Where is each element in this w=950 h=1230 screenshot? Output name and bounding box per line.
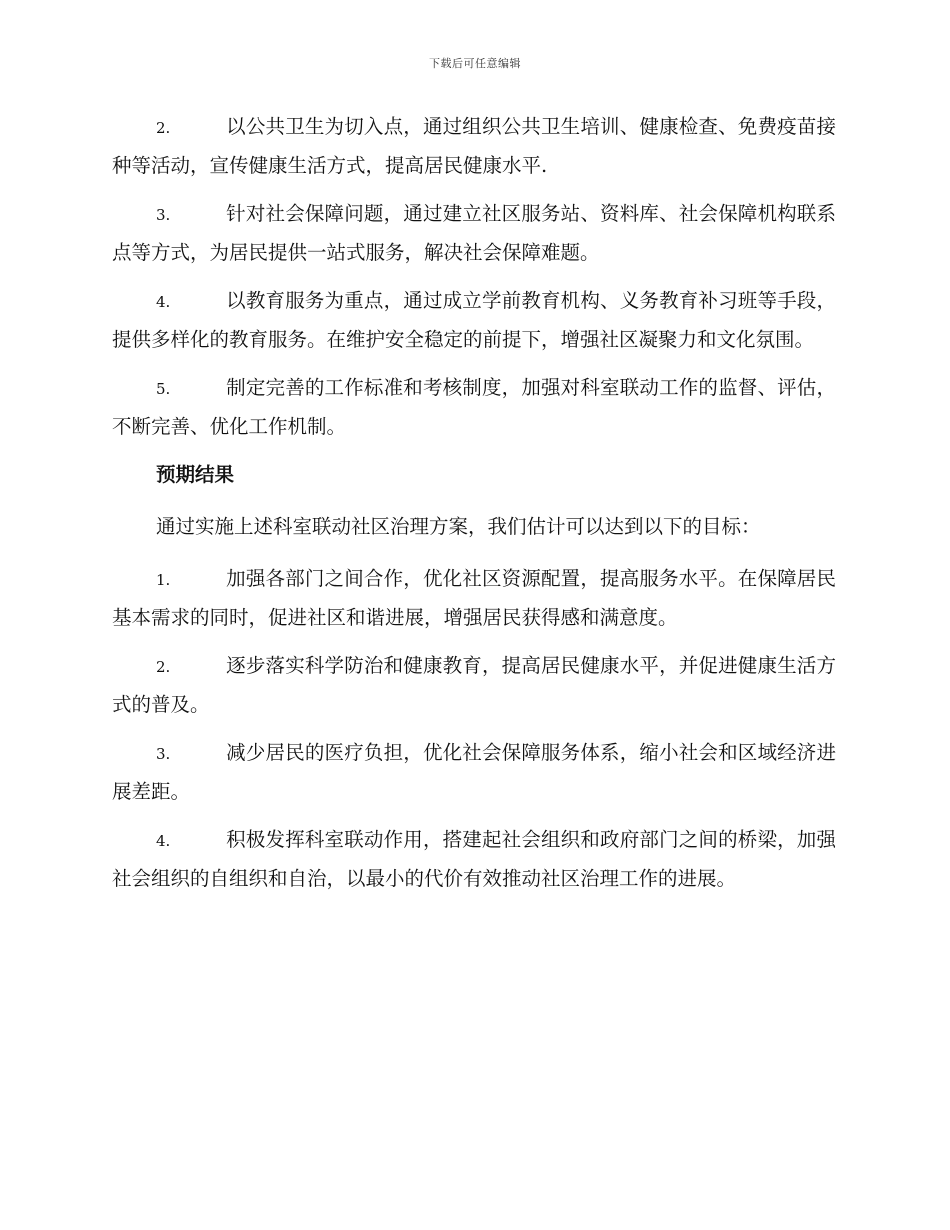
section-intro: 通过实施上述科室联动社区治理方案，我们估计可以达到以下的目标： <box>156 515 761 538</box>
list-item-number: 3. <box>156 206 171 224</box>
section-heading: 预期结果 <box>156 463 235 486</box>
list-item <box>112 647 836 724</box>
list-item <box>112 734 836 811</box>
list-item <box>112 282 836 359</box>
list-item <box>112 560 836 637</box>
list-item-text: 加强各部门之间合作，优化社区资源配置，提高服务水平。在保障居民基本需求的同时，促进社区和谐进展，增强居民获得感和满意度。 <box>112 567 836 629</box>
list-item-number: 4. <box>156 293 171 311</box>
document-body <box>112 108 836 908</box>
list-item-text: 以教育服务为重点，通过成立学前教育机构、义务教育补习班等手段，提供多样化的教育服务。在维护安全稳定的前提下，增强社区凝聚力和文化氛围。 <box>112 289 836 351</box>
list-item <box>112 369 836 446</box>
list-item-text: 减少居民的医疗负担，优化社会保障服务体系，缩小社会和区域经济进展差距。 <box>112 741 836 803</box>
list-item-number: 4. <box>156 832 171 850</box>
list-item <box>112 821 836 898</box>
list-item-text: 制定完善的工作标准和考核制度，加强对科室联动工作的监督、评估，不断完善、优化工作机制。 <box>112 376 836 438</box>
list-item <box>112 195 836 272</box>
list-item-text: 以公共卫生为切入点，通过组织公共卫生培训、健康检查、免费疫苗接种等活动，宣传健康生活方式，提高居民健康水平. <box>112 115 836 177</box>
list-item-text: 针对社会保障问题，通过建立社区服务站、资料库、社会保障机构联系点等方式，为居民提供一站式服务，解决社会保障难题。 <box>112 202 836 264</box>
list-item-text: 积极发挥科室联动作用，搭建起社会组织和政府部门之间的桥梁，加强社会组织的自组织和自治，以最小的代价有效推动社区治理工作的进展。 <box>112 828 836 890</box>
list-item-number: 2. <box>156 119 171 137</box>
list-item-number: 1. <box>156 571 171 589</box>
list-item <box>112 108 836 185</box>
list-item-number: 5. <box>156 380 171 398</box>
list-item-number: 2. <box>156 658 171 676</box>
list-item-number: 3. <box>156 745 171 763</box>
list-item-text: 逐步落实科学防治和健康教育，提高居民健康水平，并促进健康生活方式的普及。 <box>112 654 836 716</box>
page-header: 下载后可任意编辑 <box>429 57 521 70</box>
